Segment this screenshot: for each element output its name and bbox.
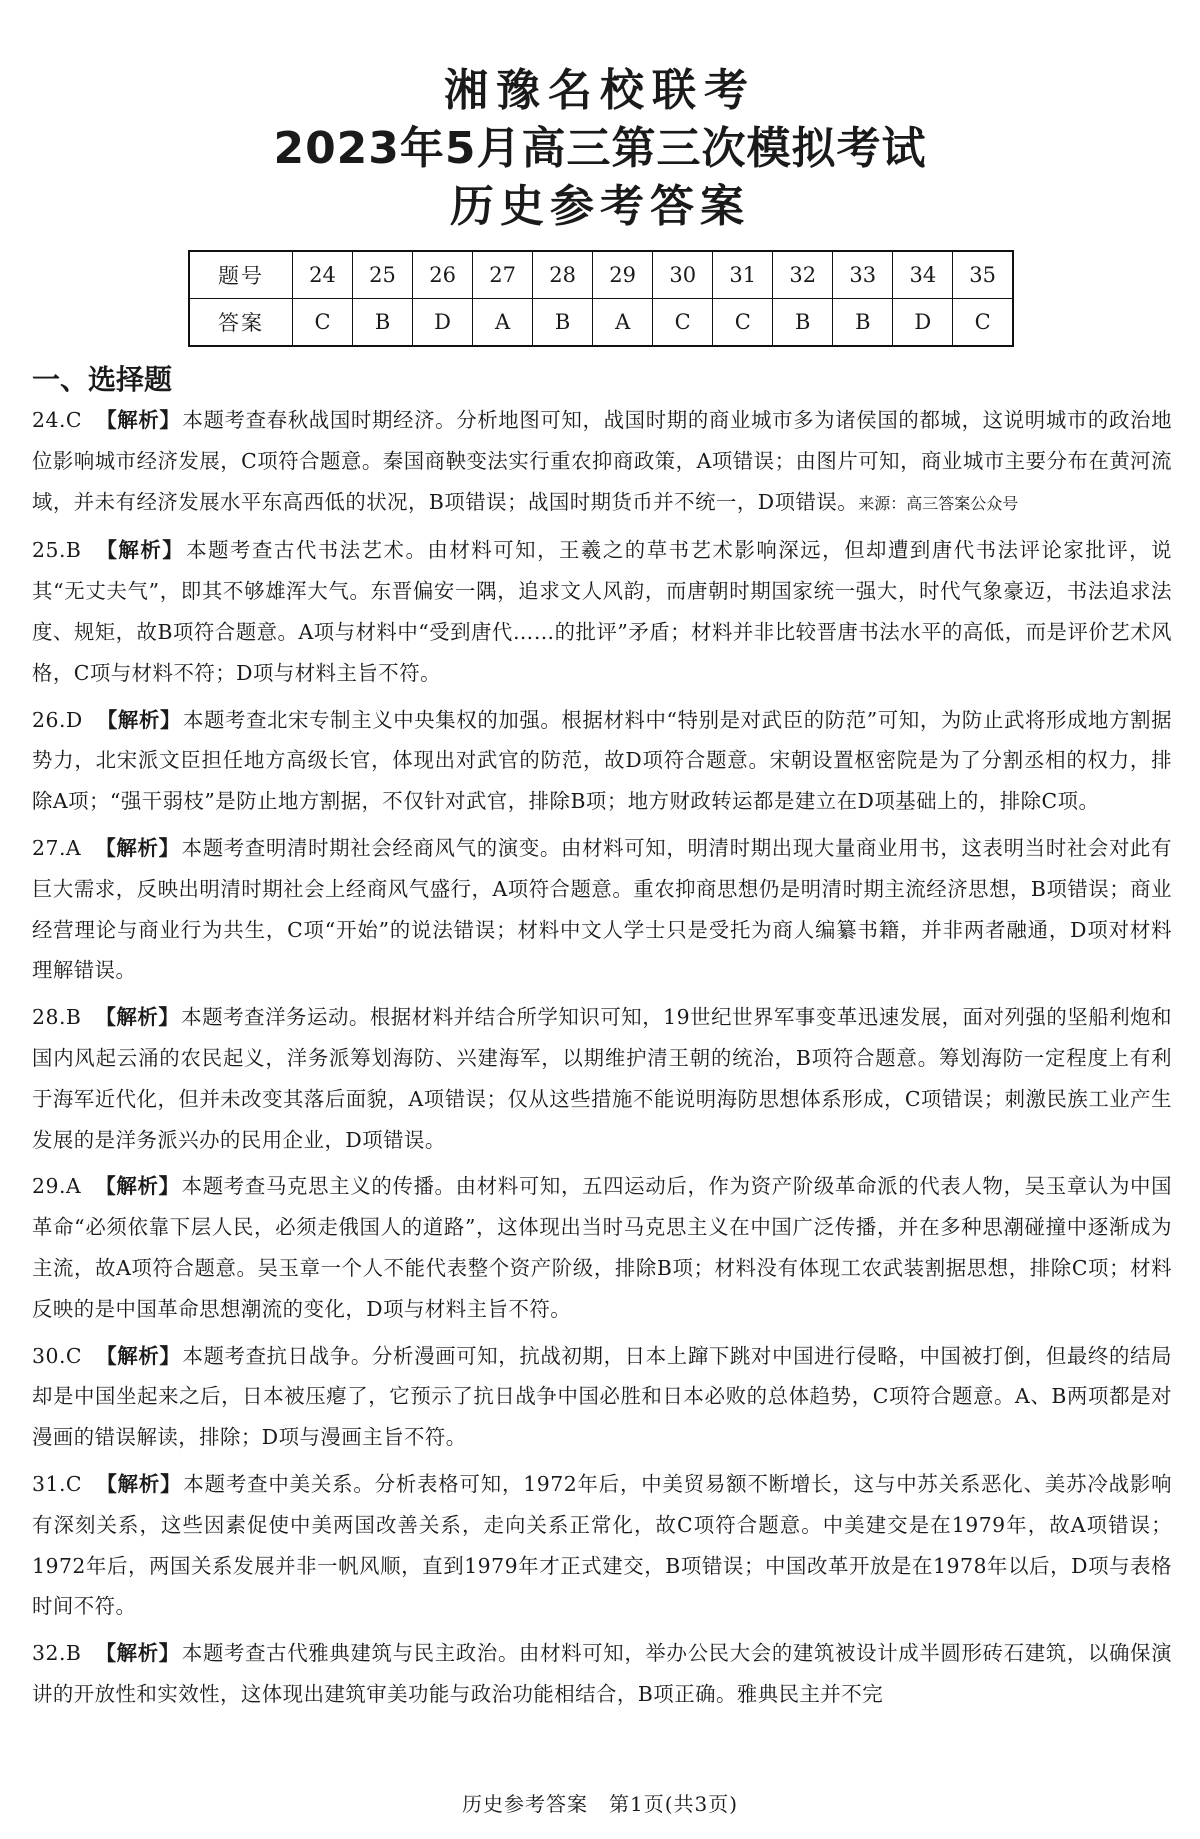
answer-cell: B xyxy=(833,299,893,347)
item-number: 32.B xyxy=(32,1641,82,1666)
item-number: 31.C xyxy=(32,1471,83,1496)
section-title: 一、选择题 xyxy=(32,363,173,396)
question-number-cell: 24 xyxy=(293,251,353,299)
item-text: 本题考查明清时期社会经商风气的演变。由材料可知，明清时期出现大量商业用书，这表明当时社会对此有巨大需求，反映出明清时期社会上经商风气盛行，A项符合题意。重农抑商思想仍是明清时期主流经济思想，B项错误；商业经营理论与商业行为共生，C项“开始”的说法错误；材料中文人学士只是受托为商人编纂书籍，并非两者融通，D项对材料理解错误。 xyxy=(32,835,1173,983)
item-number: 26.D xyxy=(32,707,83,732)
item-number: 28.B xyxy=(32,1005,82,1030)
item-number: 27.A xyxy=(32,835,82,860)
analysis-tag: 【解析】 xyxy=(96,1343,181,1368)
question-number-cell: 32 xyxy=(773,251,833,299)
explanation-item xyxy=(32,1336,1172,1458)
answer-cell: A xyxy=(473,299,533,347)
question-number-cell: 31 xyxy=(713,251,773,299)
explanation-item xyxy=(32,997,1172,1160)
analysis-tag: 【解析】 xyxy=(95,1174,180,1199)
answer-table xyxy=(188,250,1014,347)
source-note: 来源：高三答案公众号 xyxy=(858,493,1019,513)
title-line-2: 2023年5月高三第三次模拟考试 xyxy=(273,123,927,174)
explanation-item xyxy=(32,1166,1172,1329)
title-line-3: 历史参考答案 xyxy=(450,181,750,232)
page-footer: 历史参考答案 第1页(共3页) xyxy=(461,1792,739,1816)
question-number-cell: 28 xyxy=(533,251,593,299)
item-text: 本题考查抗日战争。分析漫画可知，抗战初期，日本上蹿下跳对中国进行侵略，中国被打倒，但最终的结局却是中国坐起来之后，日本被压瘪了，它预示了抗日战争中国必胜和日本必败的总体趋势，C项符合题意。A、B两项都是对漫画的错误解读，排除；D项与漫画主旨不符。 xyxy=(32,1343,1173,1450)
question-number-cell: 33 xyxy=(833,251,893,299)
explanation-item xyxy=(32,700,1172,822)
answer-cell: B xyxy=(773,299,833,347)
item-number: 29.A xyxy=(32,1174,82,1199)
explanation-item xyxy=(32,530,1172,693)
analysis-tag: 【解析】 xyxy=(96,408,181,432)
item-text: 本题考查洋务运动。根据材料并结合所学知识可知，19世纪世界军事变革迅速发展，面对列强的坚船利炮和国内风起云涌的农民起义，洋务派筹划海防、兴建海军，以期维护清王朝的统治，B项符合题意。筹划海防一定程度上有利于海军近代化，但并未改变其落后面貌，A项错误；仅从这些措施不能说明海防思想体系形成，C项错误；刺激民族工业产生发展的是洋务派兴办的民用企业，D项错误。 xyxy=(32,1005,1172,1152)
analysis-tag: 【解析】 xyxy=(95,1641,180,1666)
title-block xyxy=(0,62,1200,236)
question-number-cell: 26 xyxy=(413,251,473,299)
item-text: 本题考查北宋专制主义中央集权的加强。根据材料中“特别是对武臣的防范”可知，为防止武将形成地方割据势力，北宋派文臣担任地方高级长官，体现出对武官的防范，故D项符合题意。宋朝设置枢密院是为了分割丞相的权力，排除A项；“强干弱枝”是防止地方割据，不仅针对武官，排除B项；地方财政转运都是建立在D项基础上的，排除C项。 xyxy=(32,707,1173,814)
item-number: 30.C xyxy=(32,1343,83,1368)
analysis-tag: 【解析】 xyxy=(95,1005,180,1030)
explanation-item xyxy=(32,400,1172,524)
answer-cell: C xyxy=(293,299,353,347)
explanation-item xyxy=(32,1633,1172,1715)
answer-row xyxy=(189,299,1013,347)
question-number-cell: 34 xyxy=(893,251,953,299)
question-number-cell: 30 xyxy=(653,251,713,299)
analysis-tag: 【解析】 xyxy=(95,538,185,563)
row-label-answer: 答案 xyxy=(189,299,293,347)
question-number-cell: 27 xyxy=(473,251,533,299)
explanation-item xyxy=(32,828,1172,991)
analysis-tag: 【解析】 xyxy=(95,835,180,860)
answer-cell: C xyxy=(953,299,1013,347)
explanation-list xyxy=(32,400,1172,1721)
answer-cell: A xyxy=(593,299,653,347)
answer-cell: C xyxy=(713,299,773,347)
item-number: 24.C xyxy=(32,408,83,432)
answer-cell: D xyxy=(413,299,473,347)
explanation-item xyxy=(32,1464,1172,1627)
answer-cell: C xyxy=(653,299,713,347)
question-number-cell: 25 xyxy=(353,251,413,299)
answer-cell: B xyxy=(353,299,413,347)
item-number: 25.B xyxy=(32,538,82,563)
item-text: 本题考查古代雅典建筑与民主政治。由材料可知，举办公民大会的建筑被设计成半圆形砖石建筑，以确保演讲的开放性和实效性，这体现出建筑审美功能与政治功能相结合，B项正确。雅典民主并不完 xyxy=(32,1641,1173,1706)
answer-cell: B xyxy=(533,299,593,347)
title-line-1: 湘豫名校联考 xyxy=(444,65,756,116)
analysis-tag: 【解析】 xyxy=(96,707,182,732)
analysis-tag: 【解析】 xyxy=(96,1471,182,1496)
item-text: 本题考查马克思主义的传播。由材料可知，五四运动后，作为资产阶级革命派的代表人物，吴玉章认为中国革命“必须依靠下层人民，必须走俄国人的道路”，这体现出当时马克思主义在中国广泛传播，并在多种思潮碰撞中逐渐成为主流，故A项符合题意。吴玉章一个人不能代表整个资产阶级，排除B项；材料没有体现工农武装割据思想，排除C项；材料反映的是中国革命思想潮流的变化，D项与材料主旨不符。 xyxy=(32,1174,1173,1321)
item-text: 本题考查中美关系。分析表格可知，1972年后，中美贸易额不断增长，这与中苏关系恶化、美苏冷战影响有深刻关系，这些因素促使中美两国改善关系，走向关系正常化，故C项符合题意。中美建交是在1979年，故A项错误；1972年后，两国关系发展并非一帆风顺，直到1979年才正式建交，B项错误；中国改革开放是在1978年以后，D项与表格时间不符。 xyxy=(32,1471,1173,1619)
question-number-row xyxy=(189,251,1013,299)
question-number-cell: 29 xyxy=(593,251,653,299)
item-text: 本题考查春秋战国时期经济。分析地图可知，战国时期的商业城市多为诸侯国的都城，这说明城市的政治地位影响城市经济发展，C项符合题意。秦国商鞅变法实行重农抑商政策，A项错误；由图片可知，商业城市主要分布在黄河流域，并未有经济发展水平东高西低的状况，B项错误；战国时期货币并不统一，D项错误。 xyxy=(32,408,1173,514)
row-label-question: 题号 xyxy=(189,251,293,299)
item-text: 本题考查古代书法艺术。由材料可知，王羲之的草书艺术影响深远，但却遭到唐代书法评论家批评，说其“无丈夫气”，即其不够雄浑大气。东晋偏安一隅，追求文人风韵，而唐朝时期国家统一强大，时代气象豪迈，书法追求法度、规矩，故B项符合题意。A项与材料中“受到唐代……的批评”矛盾；材料并非比较晋唐书法水平的高低，而是评价艺术风格，C项与材料不符；D项与材料主旨不符。 xyxy=(32,538,1173,685)
question-number-cell: 35 xyxy=(953,251,1013,299)
answer-cell: D xyxy=(893,299,953,347)
